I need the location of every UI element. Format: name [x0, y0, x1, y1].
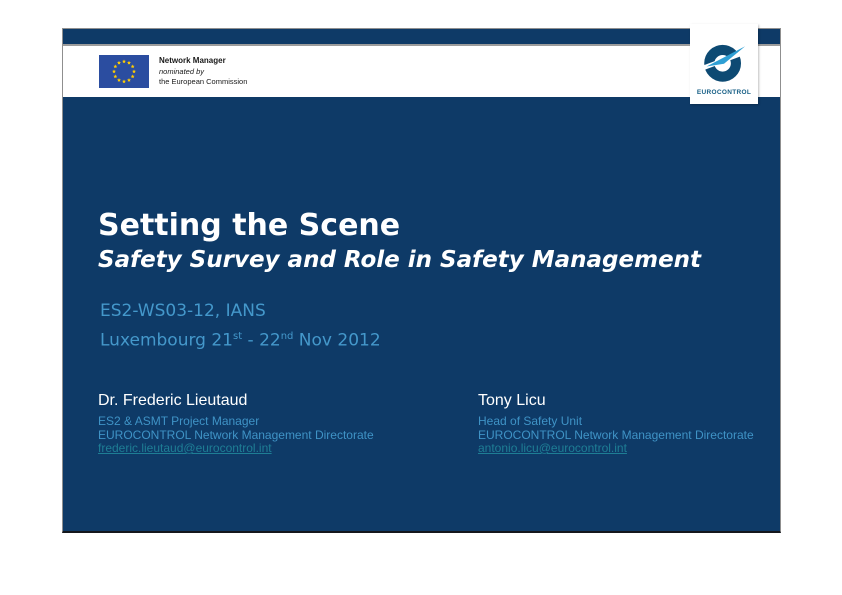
slide-subtitle: Safety Survey and Role in Safety Management	[98, 247, 702, 273]
event-block	[100, 299, 381, 354]
contact-email-link[interactable]: frederic.lieutaud@eurocontrol.int	[98, 441, 272, 455]
nm-logo-line2: nominated by	[159, 66, 205, 76]
nm-logo-line1: Network Manager	[159, 55, 226, 65]
header-band	[63, 44, 780, 97]
eu-flag-icon	[99, 55, 149, 88]
eurocontrol-emblem-icon	[701, 24, 747, 85]
eurocontrol-wordmark: EUROCONTROL	[696, 89, 752, 96]
slide	[62, 28, 781, 533]
event-date: Luxembourg 21st - 22nd Nov 2012	[100, 330, 381, 351]
contact-block-tony	[478, 391, 754, 456]
contact-role: Head of Safety Unit	[478, 414, 583, 428]
eurocontrol-logo-box	[690, 24, 758, 104]
contact-email-link[interactable]: antonio.licu@eurocontrol.int	[478, 441, 627, 455]
nm-logo-line3: the European Commission	[159, 76, 248, 86]
contact-name: Tony Licu	[478, 392, 546, 409]
contact-name: Dr. Frederic Lieutaud	[98, 392, 248, 409]
event-code: ES2-WS03-12, IANS	[100, 301, 266, 321]
contact-org: EUROCONTROL Network Management Directorate	[478, 427, 754, 442]
contact-role: ES2 & ASMT Project Manager	[98, 414, 260, 428]
slide-title: Setting the Scene	[98, 208, 401, 243]
contact-org: EUROCONTROL Network Management Directorate	[98, 427, 374, 442]
network-manager-logo	[99, 55, 247, 88]
network-manager-logo-text	[159, 56, 247, 87]
contact-block-frederic	[98, 391, 374, 456]
